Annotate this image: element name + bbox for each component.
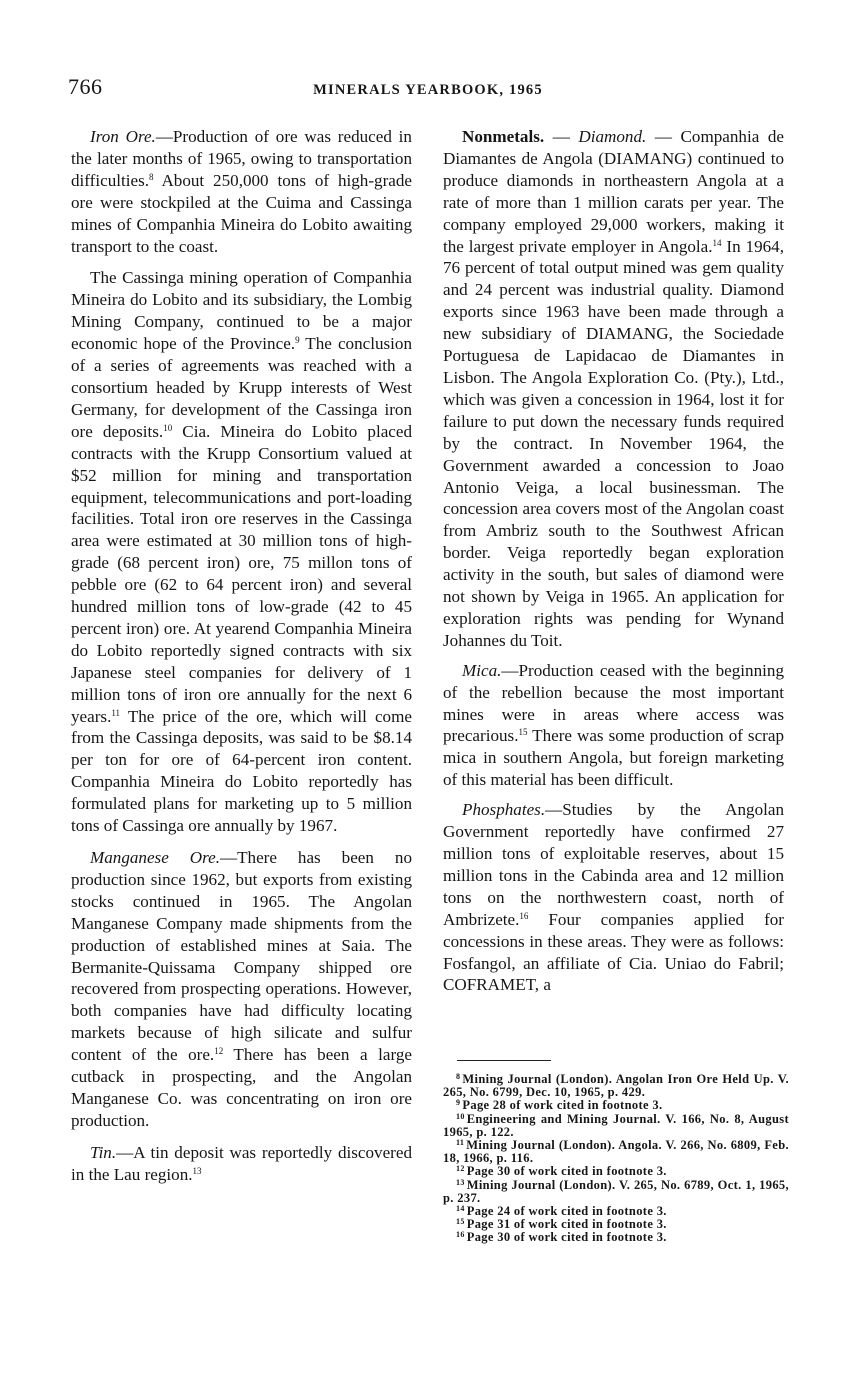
footnote-text: Page 28 of work cited in footnote 3. xyxy=(462,1098,663,1113)
footnote-ref-16: 16 xyxy=(519,910,529,921)
footnote xyxy=(443,1231,789,1244)
footnote-ref-8: 8 xyxy=(149,171,154,182)
heading-phosphates: Phosphates. xyxy=(462,800,546,820)
right-column xyxy=(443,126,784,996)
heading-mica: Mica. xyxy=(462,660,502,680)
footnote-divider xyxy=(457,1060,551,1061)
footnote-text: Page 31 of work cited in footnote 3. xyxy=(466,1217,667,1232)
tin-text-a: —A tin deposit was reportedly discovered in the Lau region. xyxy=(71,1142,412,1184)
mica-text-a: —Production ceased with the beginning of the rebellion because the most important mines were in areas where access was precarious. xyxy=(443,660,784,746)
footnote-ref-13: 13 xyxy=(192,1165,202,1176)
heading-diamond: Diamond. xyxy=(578,127,647,146)
cassinga-text-c: Cia. Mineira do Lobito placed contracts with the Krupp Consortium valued at $52 million for mining and transportation equipment, telecommunications and port-loading facilities. Total iron ore reserves in the Cassinga area were estimated at 30 million tons of high-grade (68 percent iron) ore, 75 millon tons of pebble ore (62 to 64 percent iron) and several hundred million tons of low-grade (42 to 45 percent iron) ore. At yearend Companhia Mineira do Lobito reportedly signed contracts with six Japanese steel companies for delivery of 1 million tons of iron ore annually for the next 6 years. xyxy=(71,421,412,726)
heading-nonmetals: Nonmetals. xyxy=(462,127,545,146)
footnote-ref-12: 12 xyxy=(214,1046,224,1057)
paragraph-phosphates xyxy=(443,799,784,996)
footnote-ref-14: 14 xyxy=(712,237,722,248)
page-number: 766 xyxy=(68,74,103,99)
footnote-number: 15 xyxy=(456,1217,465,1227)
manganese-text-b: There has been a large cutback in prospecting, and the Angolan Manganese Co. was concentrating on iron ore production. xyxy=(71,1045,412,1130)
diamond-text-a: — Companhia de Diamantes de Angola (DIAMANG) continued to produce diamonds in northeastern Angola at a rate of more than 1 million carats per year. The company employed 29,000 workers, making it the largest private employer in Angola. xyxy=(443,127,785,256)
mica-text-b: There was some production of scrap mica in southern Angola, but foreign marketing of this material has been difficult. xyxy=(443,726,784,790)
footnote-number: 8 xyxy=(456,1072,461,1081)
phosphates-text-b: Four companies applied for concessions in these areas. They were as follows: Fosfangol, an affiliate of Cia. Uniao do Fabril; COFRAMET, a xyxy=(443,909,784,995)
footnote-number: 14 xyxy=(456,1204,465,1214)
cassinga-text-d: The price of the ore, which will come from the Cassinga deposits, was said to be $8.14 per ton for ore of 64-percent iron content. Companhia Mineira do Lobito reportedly has formulated plans for marketing up to 5 million tons of Cassinga ore annually by 1967. xyxy=(71,706,412,836)
heading-tin: Tin. xyxy=(90,1142,117,1162)
footnote-number: 12 xyxy=(456,1164,465,1174)
diamond-text-b: In 1964, 76 percent of total output mined was gem quality and 24 percent was industrial quality. Diamond exports since 1963 have been made through a new subsidiary of DIAMANG, the Sociedade Portuguesa de Lapidacao de Diamantes in Lisbon. The Angola Exploration Co. (Pty.), Ltd., which was given a concession in 1964, lost it for failure to put down the necessary funds required by the contract. In November 1964, the Government awarded a concession to Joao Antonio Veiga, a local businessman. The concession area covers most of the Angolan coast from Ambriz south to the Southwest African border. Veiga reportedly began exploration activity in the south, but sales of diamond were not shown by Veiga in 1965. An application for exploration rights was pending for Wynand Johannes du Toit. xyxy=(443,236,785,650)
heading-manganese: Manganese Ore. xyxy=(90,848,220,867)
footnote xyxy=(443,1139,789,1165)
diamond-dash: — xyxy=(544,127,579,146)
footnote-text: Engineering and Mining Journal. V. 166, No. 8, August 1965, p. 122. xyxy=(443,1111,789,1139)
manganese-text-a: —There has been no production since 1962, but exports from existing stocks continued in 1965. The Angolan Manganese Company made shipments from the production of established mines at Saia. The Bermanite-Quissama Company shipped ore recovered from prospecting operations. However, both companies have had difficulty locating markets because of high silicate and sulfur content of the ore. xyxy=(71,848,413,1065)
phosphates-text-a: —Studies by the Angolan Government reportedly have confirmed 27 million tons of exploitable reserves, about 15 million tons in the Cabinda area and 12 million tons on the northwestern coast, north of Ambrizete. xyxy=(443,800,784,929)
paragraph-tin xyxy=(71,1142,412,1186)
iron-ore-text-b: About 250,000 tons of high-grade ore were stockpiled at the Cuima and Cassinga mines of Companhia Mineira do Lobito awaiting transport to the coast. xyxy=(71,170,412,256)
cassinga-text-b: The conclusion of a series of agreements was reached with a consortium headed by Krupp interests of West Germany, for development of the Cassinga iron ore deposits. xyxy=(71,334,412,441)
footnote-text: Mining Journal (London). Angola. V. 266, No. 6809, Feb. 18, 1966, p. 116. xyxy=(443,1138,789,1166)
paragraph-manganese xyxy=(71,847,412,1132)
footnote xyxy=(443,1073,789,1099)
footnote-ref-11: 11 xyxy=(111,707,121,718)
footnote-text: Page 30 of work cited in footnote 3. xyxy=(466,1230,667,1245)
footnote-number: 11 xyxy=(456,1138,465,1148)
footnotes xyxy=(443,1073,789,1245)
left-column xyxy=(71,126,412,1186)
footnote-number: 10 xyxy=(456,1111,465,1121)
paragraph-cassinga xyxy=(71,267,412,837)
footnote-number: 16 xyxy=(456,1230,465,1240)
footnote-ref-15: 15 xyxy=(518,727,528,738)
footnote-ref-10: 10 xyxy=(163,422,173,433)
footnote-number: 13 xyxy=(456,1177,465,1187)
footnote-ref-9: 9 xyxy=(295,335,300,346)
footnote-text: Page 24 of work cited in footnote 3. xyxy=(466,1204,667,1219)
paragraph-mica xyxy=(443,660,784,791)
footnote xyxy=(443,1113,789,1139)
paragraph-iron-ore xyxy=(71,126,412,257)
footnote-text: Mining Journal (London). V. 265, No. 6789, Oct. 1, 1965, p. 237. xyxy=(443,1177,789,1205)
cassinga-text-a: The Cassinga mining operation of Companhia Mineira do Lobito and its subsidiary, the Lombig Mining Company, continued to be a major economic hope of the Province. xyxy=(71,268,412,354)
footnote xyxy=(443,1179,789,1205)
iron-ore-text-a: —Production of ore was reduced in the later months of 1965, owing to transportation difficulties. xyxy=(71,127,412,190)
running-head: MINERALS YEARBOOK, 1965 xyxy=(313,82,543,98)
footnote-number: 9 xyxy=(456,1098,461,1108)
footnote-text: Mining Journal (London). Angolan Iron Ore Held Up. V. 265, No. 6799, Dec. 10, 1965, p. 429. xyxy=(443,1072,789,1100)
heading-iron-ore: Iron Ore. xyxy=(90,127,156,146)
paragraph-diamond xyxy=(443,126,784,652)
footnote-text: Page 30 of work cited in footnote 3. xyxy=(466,1164,667,1179)
